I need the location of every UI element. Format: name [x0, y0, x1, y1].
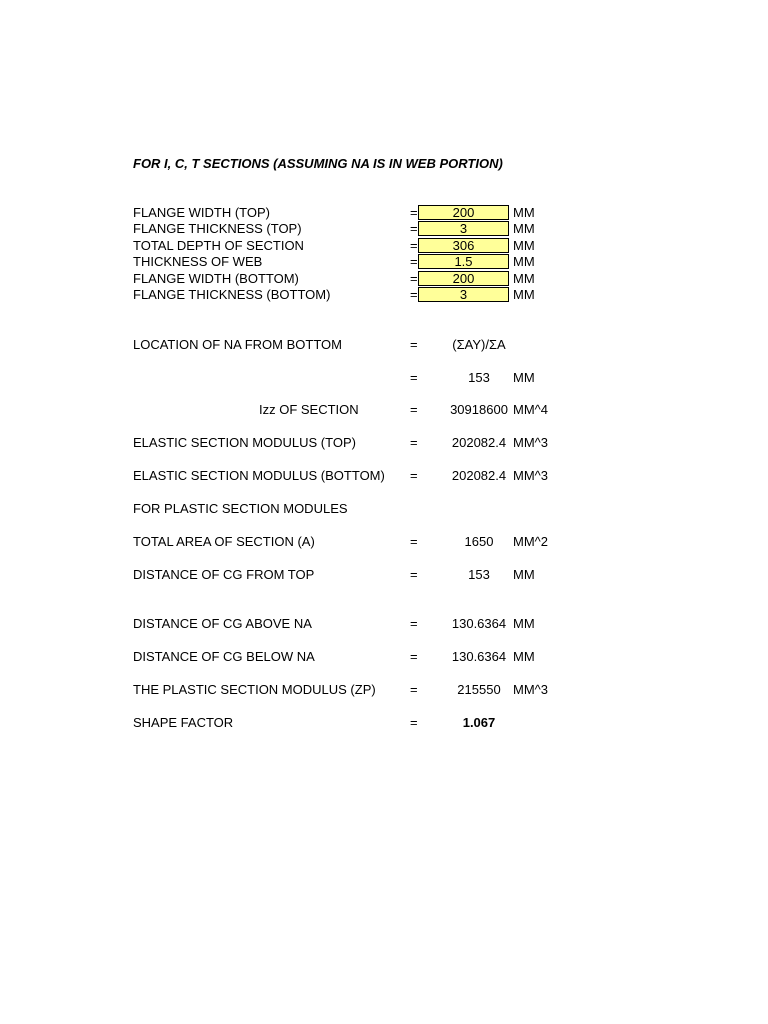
unit-label: MM: [513, 567, 535, 582]
input-cell-web-thickness[interactable]: 1.5: [418, 254, 509, 269]
area-value: 1650: [464, 534, 494, 549]
equals-sign: =: [410, 287, 418, 302]
esm-bottom-value: 202082.4: [451, 468, 507, 483]
equals-sign: =: [410, 435, 418, 450]
unit-label: MM: [513, 616, 535, 631]
plastic-section-heading: FOR PLASTIC SECTION MODULES: [133, 501, 348, 516]
na-location-value: 153: [468, 370, 490, 385]
unit-label: MM^2: [513, 534, 548, 549]
equals-sign: =: [410, 649, 418, 664]
zp-label: THE PLASTIC SECTION MODULUS (ZP): [133, 682, 376, 697]
shape-factor-value: 1.067: [462, 715, 496, 730]
equals-sign: =: [410, 402, 418, 417]
unit-label: MM: [513, 221, 535, 236]
input-label: FLANGE THICKNESS (BOTTOM): [133, 287, 331, 302]
equals-sign: =: [410, 567, 418, 582]
esm-top-label: ELASTIC SECTION MODULUS (TOP): [133, 435, 356, 450]
esm-bottom-label: ELASTIC SECTION MODULUS (BOTTOM): [133, 468, 385, 483]
input-cell-flange-width-bottom[interactable]: 200: [418, 271, 509, 286]
unit-label: MM: [513, 649, 535, 664]
shape-factor-label: SHAPE FACTOR: [133, 715, 234, 730]
equals-sign: =: [410, 682, 418, 697]
unit-label: MM^4: [513, 402, 548, 417]
equals-sign: =: [410, 468, 418, 483]
input-cell-total-depth[interactable]: 306: [418, 238, 509, 253]
equals-sign: =: [410, 534, 418, 549]
cg-below-na-value: 130.6364: [451, 649, 507, 664]
unit-label: MM^3: [513, 682, 548, 697]
input-cell-flange-thickness-bottom[interactable]: 3: [418, 287, 509, 302]
zp-value: 215550: [457, 682, 501, 697]
area-label: TOTAL AREA OF SECTION (A): [133, 534, 315, 549]
equals-sign: =: [410, 616, 418, 631]
page-title: FOR I, C, T SECTIONS (ASSUMING NA IS IN WEB PORTION): [133, 156, 503, 171]
unit-label: MM: [513, 287, 535, 302]
cg-top-value: 153: [468, 567, 490, 582]
input-label: TOTAL DEPTH OF SECTION: [133, 238, 304, 253]
izz-label: Izz OF SECTION: [259, 402, 359, 417]
input-label: FLANGE WIDTH (BOTTOM): [133, 271, 299, 286]
unit-label: MM^3: [513, 435, 548, 450]
equals-sign: =: [410, 238, 418, 253]
equals-sign: =: [410, 715, 418, 730]
izz-value: 30918600: [450, 402, 508, 417]
input-label: FLANGE WIDTH (TOP): [133, 205, 270, 220]
cg-above-na-label: DISTANCE OF CG ABOVE NA: [133, 616, 312, 631]
equals-sign: =: [410, 337, 418, 352]
cg-above-na-value: 130.6364: [451, 616, 507, 631]
na-formula: (ΣAY)/ΣA: [452, 337, 506, 352]
unit-label: MM: [513, 238, 535, 253]
equals-sign: =: [410, 254, 418, 269]
input-label: THICKNESS OF WEB: [133, 254, 263, 269]
input-cell-flange-width-top[interactable]: 200: [418, 205, 509, 220]
unit-label: MM: [513, 271, 535, 286]
unit-label: MM: [513, 205, 535, 220]
input-cell-flange-thickness-top[interactable]: 3: [418, 221, 509, 236]
unit-label: MM: [513, 254, 535, 269]
esm-top-value: 202082.4: [451, 435, 507, 450]
unit-label: MM^3: [513, 468, 548, 483]
equals-sign: =: [410, 205, 418, 220]
unit-label: MM: [513, 370, 535, 385]
equals-sign: =: [410, 271, 418, 286]
input-label: FLANGE THICKNESS (TOP): [133, 221, 302, 236]
cg-top-label: DISTANCE OF CG FROM TOP: [133, 567, 315, 582]
equals-sign: =: [410, 370, 418, 385]
cg-below-na-label: DISTANCE OF CG BELOW NA: [133, 649, 315, 664]
equals-sign: =: [410, 221, 418, 236]
na-location-label: LOCATION OF NA FROM BOTTOM: [133, 337, 342, 352]
